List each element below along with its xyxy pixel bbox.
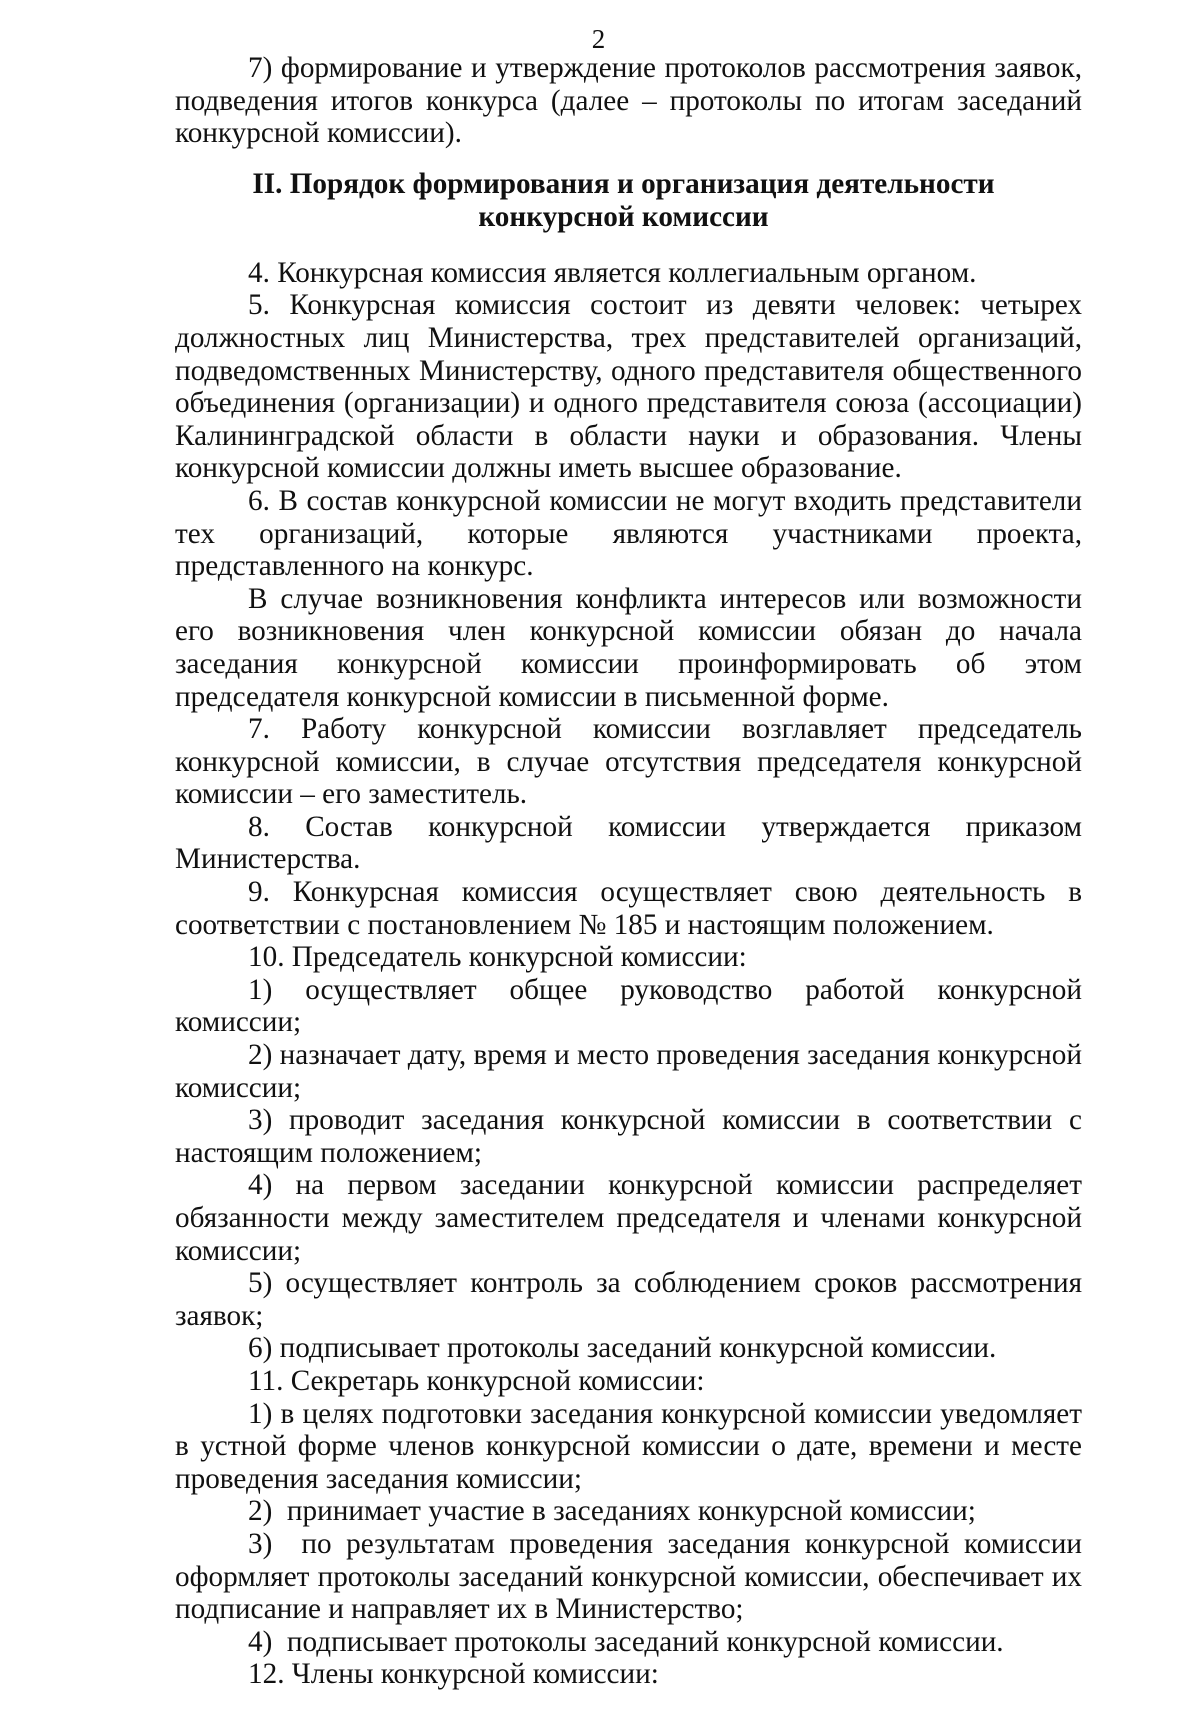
list-item: 4) подписывает протоколы заседаний конкурсной комиссии.	[248, 1625, 1004, 1658]
document-body	[175, 52, 1082, 1691]
paragraph: 5. Конкурсная комиссия состоит из девяти человек: четырех должностных лиц Министерства, трех представителей организаций, подведомственных Министерству, одного представителя общественного объединения (организации) и одного представителя союза (ассоциации) Калининградской области в области науки и образования. Члены конкурсной комиссии должны иметь высшее образование.	[175, 289, 1082, 485]
list-item: 2) принимает участие в заседаниях конкурсной комиссии;	[248, 1495, 976, 1528]
list-item: 5) осуществляет контроль за соблюдением сроков рассмотрения заявок;	[175, 1267, 1082, 1332]
list-item: 4) на первом заседании конкурсной комиссии распределяет обязанности между заместителем председателя и членами конкурсной комиссии;	[175, 1169, 1082, 1267]
list-item: 2) назначает дату, время и место проведения заседания конкурсной комиссии;	[175, 1039, 1082, 1104]
paragraph: 4. Конкурсная комиссия является коллегиальным органом.	[248, 256, 977, 289]
paragraph: 8. Состав конкурсной комиссии утверждается приказом Министерства.	[175, 810, 1082, 876]
paragraph: 6. В состав конкурсной комиссии не могут входить представители тех организаций, которые являются участниками проекта, представленного на конкурс.	[175, 484, 1082, 583]
section-heading	[175, 168, 1082, 234]
section-heading-line-2: конкурсной комиссии	[478, 200, 769, 233]
paragraph: 7. Работу конкурсной комиссии возглавляет председатель конкурсной комиссии, в случае отсутствия председателя конкурсной комиссии – его заместитель.	[175, 713, 1082, 811]
section-heading-line-1: II. Порядок формирования и организация деятельности	[252, 167, 995, 200]
paragraph-item-7: 7) формирование и утверждение протоколов рассмотрения заявок, подведения итогов конкурса (далее – протоколы по итогам заседаний конкурсной комиссии).	[175, 52, 1082, 150]
paragraph: 12. Члены конкурсной комиссии:	[248, 1658, 659, 1691]
list-item: 3) по результатам проведения заседания конкурсной комиссии оформляет протоколы заседаний конкурсной комиссии, обеспечивает их подписание и направляет их в Министерство;	[175, 1527, 1082, 1626]
list-item: 1) осуществляет общее руководство работой конкурсной комиссии;	[175, 973, 1082, 1039]
list-item: 3) проводит заседания конкурсной комиссии в соответствии с настоящим положением;	[175, 1104, 1082, 1169]
paragraph: 10. Председатель конкурсной комиссии:	[248, 941, 747, 974]
paragraph: 11. Секретарь конкурсной комиссии:	[248, 1364, 705, 1397]
list-item: 1) в целях подготовки заседания конкурсной комиссии уведомляет в устной форме членов конкурсной комиссии о дате, времени и месте проведения заседания комиссии;	[175, 1397, 1082, 1495]
page-number: 2	[591, 24, 606, 54]
list-item: 6) подписывает протоколы заседаний конкурсной комиссии.	[248, 1332, 997, 1365]
paragraph: 9. Конкурсная комиссия осуществляет свою деятельность в соответствии с постановлением № 185 и настоящим положением.	[175, 876, 1082, 941]
paragraph: В случае возникновения конфликта интересов или возможности его возникновения член конкурсной комиссии обязан до начала заседания конкурсной комиссии проинформировать об этом председателя конкурсной комиссии в письменной форме.	[175, 582, 1082, 713]
